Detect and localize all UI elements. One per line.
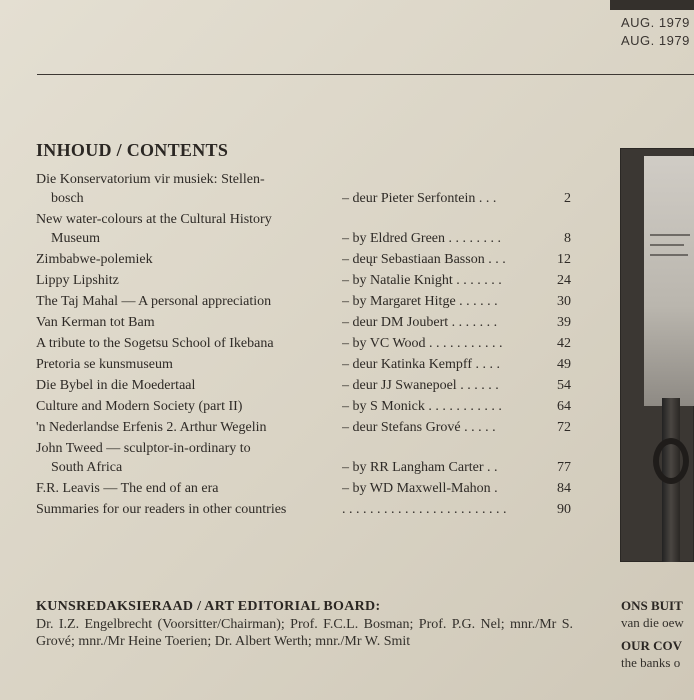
toc-entry-author: – deur DM Joubert . . . . . . . bbox=[342, 315, 498, 330]
toc-entry[interactable] bbox=[36, 250, 576, 271]
toc-entry-title: Culture and Modern Society (part II) bbox=[36, 399, 243, 414]
toc-entry-author: – deur Pieter Serfontein . . . bbox=[342, 191, 497, 206]
toc-entry-page: 64 bbox=[557, 399, 571, 414]
toc-entry-author: – by Margaret Hitge . . . . . . bbox=[342, 294, 498, 309]
photo-paper bbox=[644, 156, 694, 406]
toc-entry-author: – by RR Langham Carter . . bbox=[342, 460, 498, 475]
toc-entry[interactable] bbox=[36, 418, 576, 439]
toc-entry-author: – by Eldred Green . . . . . . . . bbox=[342, 231, 502, 246]
toc-entry-author: – deur Stefans Grové . . . . . bbox=[342, 420, 496, 435]
toc-entry-title: New water-colours at the Cultural History Museum bbox=[36, 212, 272, 246]
toc-entry-page: 84 bbox=[557, 481, 571, 496]
toc-entry-page: 54 bbox=[557, 378, 571, 393]
sidebar-text: van die oew bbox=[621, 615, 684, 630]
toc-entry-page: 39 bbox=[557, 315, 571, 330]
toc-entry-author: – by Natalie Knight . . . . . . . bbox=[342, 273, 502, 288]
toc-entry[interactable] bbox=[36, 439, 576, 479]
toc-entry-title: Pretoria se kunsmuseum bbox=[36, 357, 173, 372]
sidebar-heading: ONS BUIT bbox=[621, 598, 683, 613]
toc-entry[interactable] bbox=[36, 397, 576, 418]
toc-entry-page: 72 bbox=[557, 420, 571, 435]
editorial-board-heading: KUNSREDAKSIERAAD / ART EDITORIAL BOARD: bbox=[36, 599, 381, 614]
table-of-contents bbox=[36, 170, 576, 521]
toc-entry-title: John Tweed — sculptor-in-ordinary to South Africa bbox=[36, 441, 251, 475]
toc-entry-author: – deur JJ Swanepoel . . . . . . bbox=[342, 378, 499, 393]
issue-date: AUG. 1979 bbox=[621, 15, 690, 30]
toc-entry-page: 12 bbox=[557, 252, 571, 267]
toc-entry-title: Zimbabwe-polemiek bbox=[36, 252, 153, 267]
contents-title: INHOUD / CONTENTS bbox=[36, 140, 229, 160]
toc-entry-author: – deųr Sebastiaan Basson . . . bbox=[342, 252, 506, 267]
toc-entry[interactable] bbox=[36, 313, 576, 334]
toc-entry-title: Die Bybel in die Moedertaal bbox=[36, 378, 196, 393]
toc-entry-author: – by S Monick . . . . . . . . . . . bbox=[342, 399, 502, 414]
toc-entry-title: A tribute to the Sogetsu School of Ikebana bbox=[36, 336, 274, 351]
toc-entry[interactable] bbox=[36, 170, 576, 210]
toc-entry[interactable] bbox=[36, 479, 576, 500]
toc-entry-page: 90 bbox=[557, 502, 571, 517]
toc-entry-author: – by WD Maxwell-Mahon . bbox=[342, 481, 498, 496]
sidebar-heading: OUR COV bbox=[621, 638, 683, 653]
toc-entry-page: 42 bbox=[557, 336, 571, 351]
toc-entry[interactable] bbox=[36, 271, 576, 292]
cover-photo bbox=[620, 148, 694, 562]
toc-entry[interactable] bbox=[36, 334, 576, 355]
editorial-board-members: Dr. I.Z. Engelbrecht (Voorsitter/Chairman); Prof. F.C.L. Bosman; Prof. P.G. Nel; mnr./Mr S. Grové; mnr./Mr Heine Toerien; Dr. Albert Werth; mnr./Mr W. Smit bbox=[36, 617, 573, 649]
toc-entry[interactable] bbox=[36, 355, 576, 376]
photo-text-line bbox=[650, 244, 684, 246]
toc-entry-title: Summaries for our readers in other countries bbox=[36, 502, 287, 517]
toc-entry-title: Die Konservatorium vir musiek: Stellen- bosch bbox=[36, 172, 265, 206]
toc-entry-author: – by VC Wood . . . . . . . . . . . bbox=[342, 336, 503, 351]
photo-text-line bbox=[650, 254, 688, 256]
toc-entry-title: F.R. Leavis — The end of an era bbox=[36, 481, 219, 496]
toc-entry-page: 24 bbox=[557, 273, 571, 288]
masthead-fragment bbox=[610, 0, 694, 10]
toc-entry[interactable] bbox=[36, 210, 576, 250]
toc-entry[interactable] bbox=[36, 500, 576, 521]
toc-entry-title: 'n Nederlandse Erfenis 2. Arthur Wegelin bbox=[36, 420, 267, 435]
photo-text-line bbox=[650, 234, 690, 236]
toc-entry-page: 2 bbox=[564, 191, 571, 206]
toc-entry-page: 77 bbox=[557, 460, 571, 475]
toc-entry-author: . . . . . . . . . . . . . . . . . . . . . . . . bbox=[342, 502, 507, 517]
sidebar-text: the banks o bbox=[621, 655, 681, 670]
toc-entry[interactable] bbox=[36, 292, 576, 313]
toc-entry-page: 30 bbox=[557, 294, 571, 309]
toc-entry-page: 49 bbox=[557, 357, 571, 372]
toc-entry-page: 8 bbox=[564, 231, 571, 246]
toc-entry-title: The Taj Mahal — A personal appreciation bbox=[36, 294, 272, 309]
toc-entry[interactable] bbox=[36, 376, 576, 397]
header-rule bbox=[37, 74, 694, 75]
toc-entry-title: Van Kerman tot Bam bbox=[36, 315, 155, 330]
toc-entry-title: Lippy Lipshitz bbox=[36, 273, 119, 288]
issue-date-repeat: AUG. 1979 bbox=[621, 33, 690, 48]
photo-ornament bbox=[653, 438, 689, 484]
toc-entry-author: – deur Katinka Kempff . . . . bbox=[342, 357, 500, 372]
